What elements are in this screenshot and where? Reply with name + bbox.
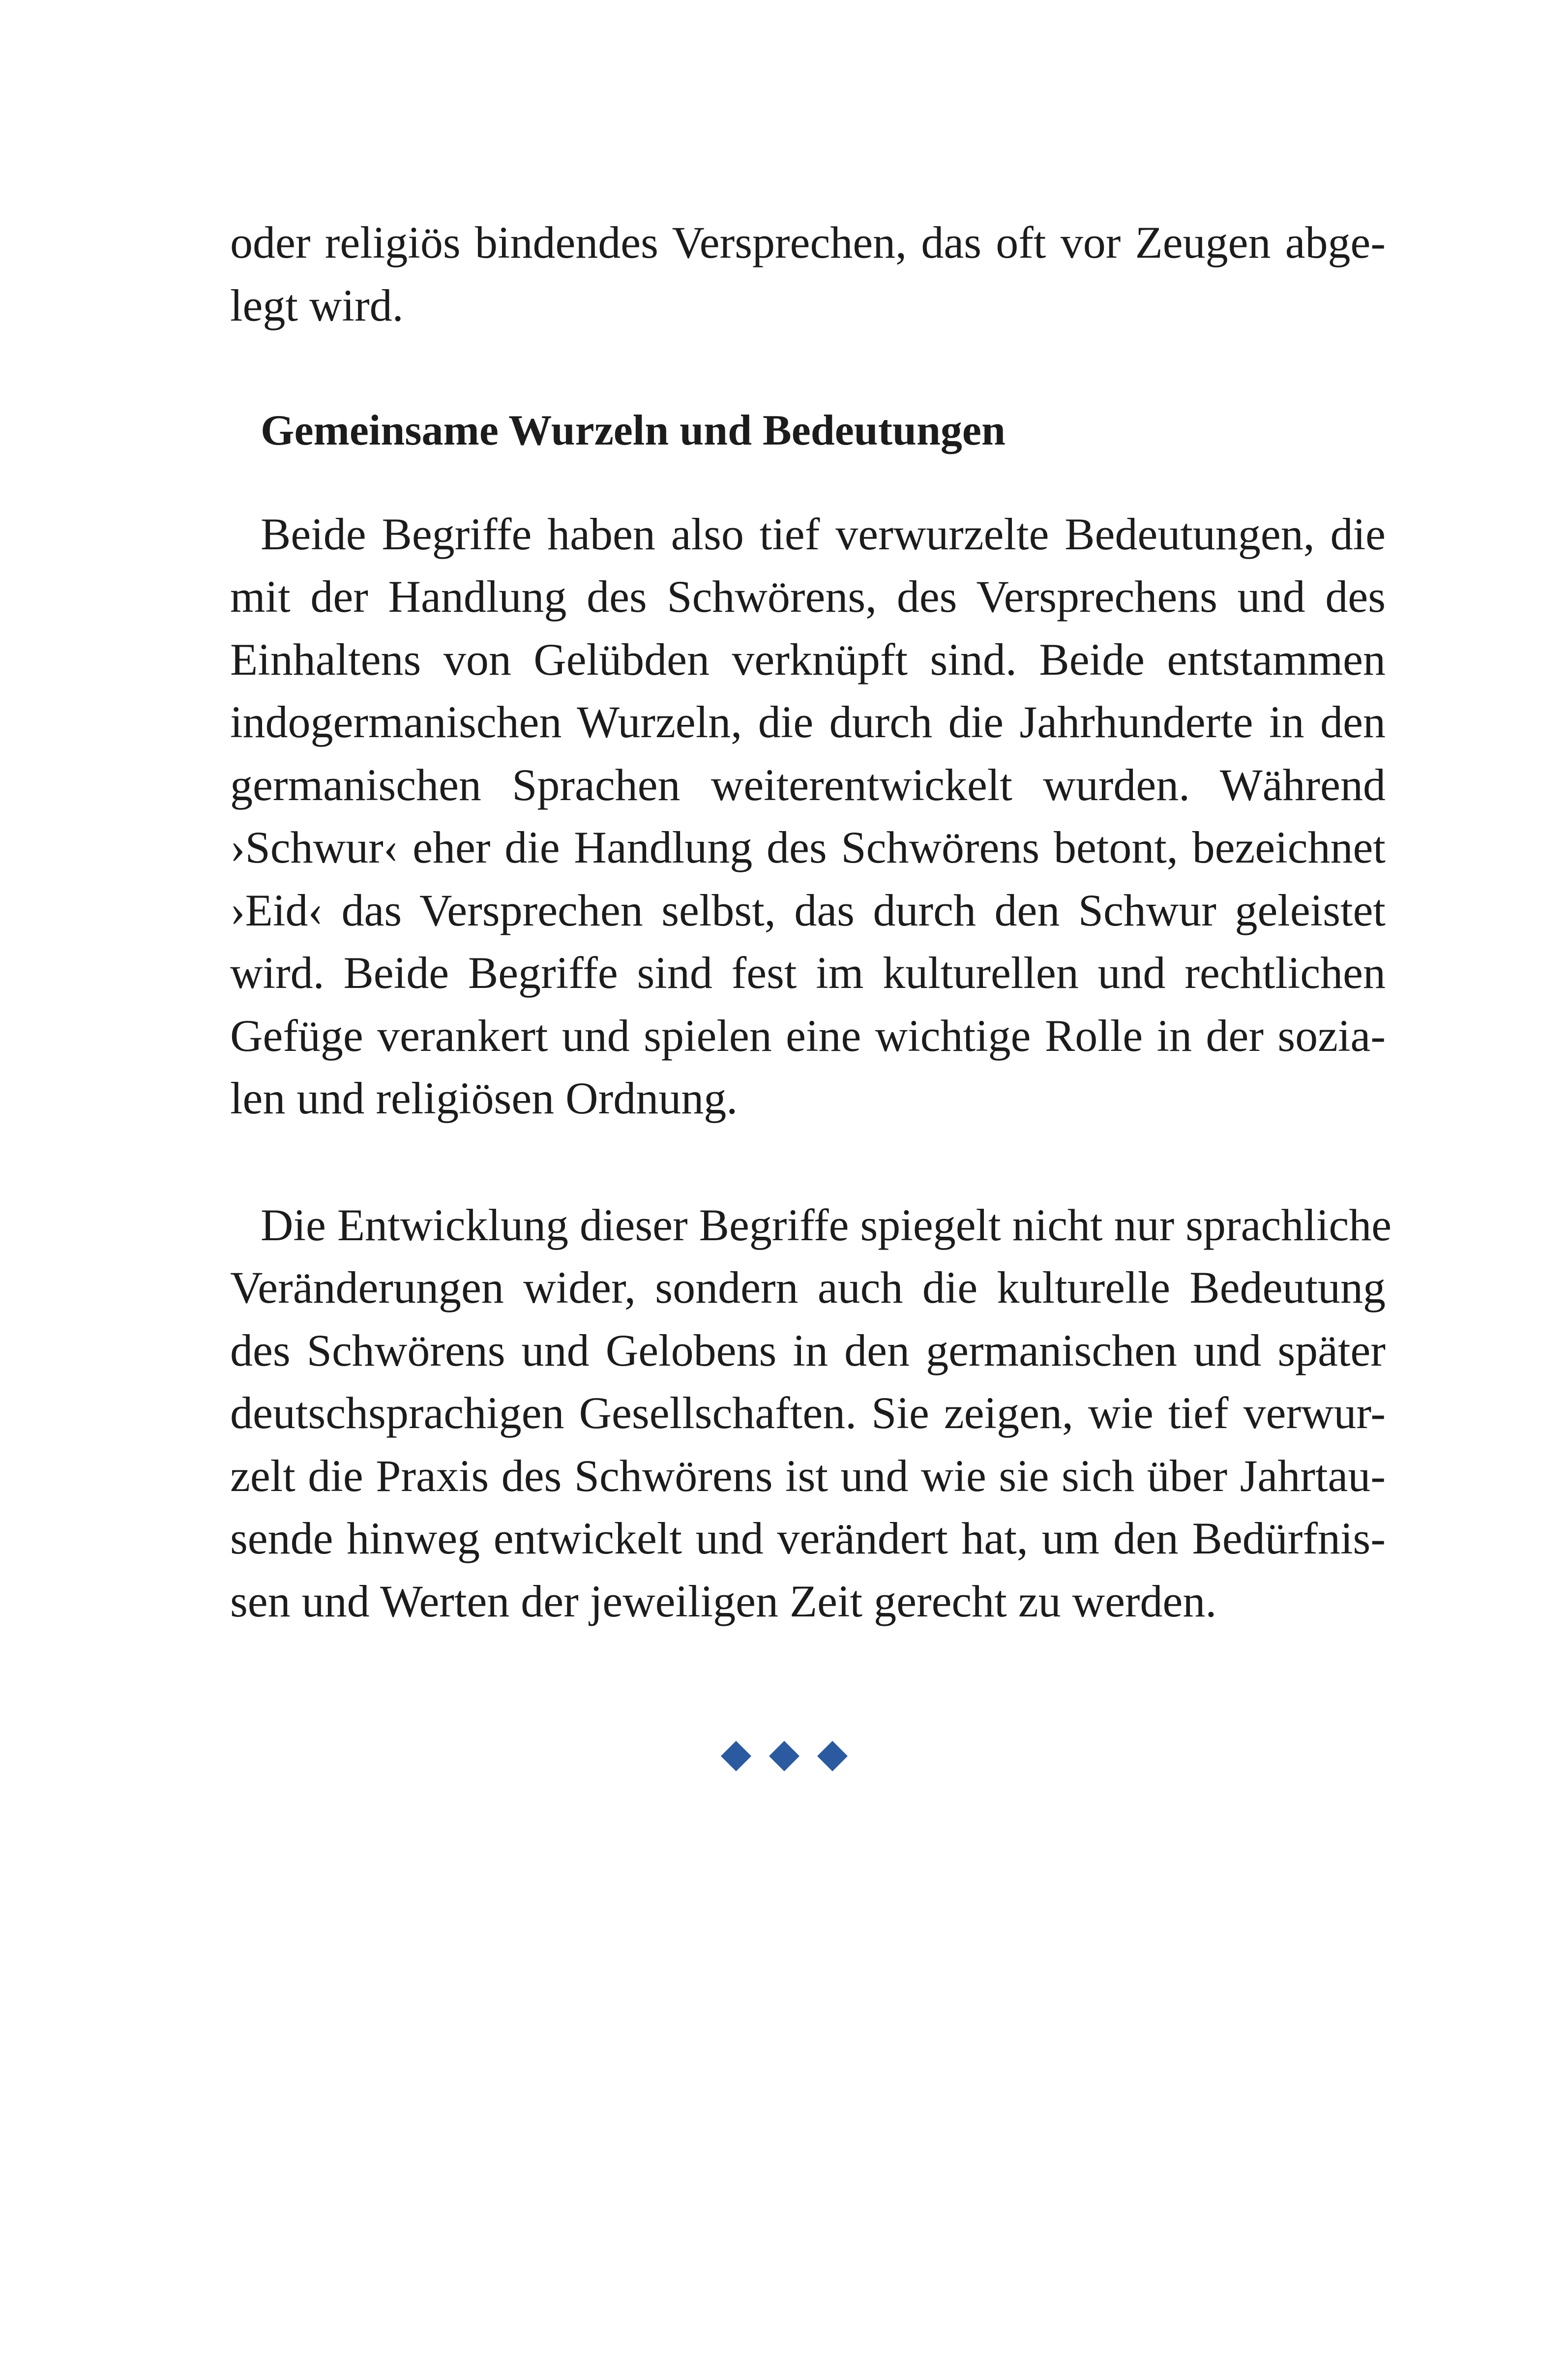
body-paragraph-2	[230, 1194, 1392, 1633]
paragraph-line: zelt die Praxis des Schwörens ist und wie sie sich über Jahrtau-	[230, 1450, 1386, 1501]
paragraph-line: ›Schwur‹ eher die Handlung des Schwörens betont, bezeichnet	[230, 822, 1386, 872]
paragraph-line: Veränderungen wider, sondern auch die kulturelle Bedeutung	[230, 1262, 1386, 1313]
section-heading: Gemeinsame Wurzeln und Bedeutungen	[261, 407, 1006, 454]
paragraph-line: Die Entwicklung dieser Begriffe spiegelt nicht nur sprachliche	[261, 1199, 1392, 1250]
paragraph-line: ›Eid‹ das Versprechen selbst, das durch den Schwur geleistet	[230, 885, 1386, 935]
diamond-icon	[721, 1741, 751, 1771]
paragraph-line: germanischen Sprachen weiterentwickelt wurden. Während	[230, 759, 1386, 810]
body-paragraph-1	[230, 503, 1386, 1130]
page-body	[230, 211, 1392, 1633]
paragraph-line: indogermanischen Wurzeln, die durch die Jahrhunderte in den	[230, 697, 1386, 747]
paragraph-line: sen und Werten der jeweiligen Zeit gerecht zu werden.	[230, 1576, 1217, 1626]
paragraph-line: Gefüge verankert und spielen eine wichtige Rolle in der sozia-	[230, 1010, 1386, 1061]
paragraph-line: Beide Begriffe haben also tief verwurzelte Bedeutungen, die	[261, 508, 1386, 559]
paragraph-line: deutschsprachigen Gesellschaften. Sie zeigen, wie tief verwur-	[230, 1388, 1386, 1438]
paragraph-line: sende hinweg entwickelt und verändert hat, um den Bedürfnis-	[230, 1513, 1386, 1563]
intro-line: legt wird.	[230, 280, 404, 330]
diamond-icon	[769, 1741, 799, 1771]
paragraph-line: len und religiösen Ordnung.	[230, 1073, 738, 1123]
paragraph-line: des Schwörens und Gelobens in den germanischen und später	[230, 1325, 1386, 1375]
diamond-icon	[817, 1741, 848, 1771]
intro-line: oder religiös bindendes Versprechen, das oft vor Zeugen abge-	[230, 217, 1386, 268]
paragraph-line: wird. Beide Begriffe sind fest im kulturellen und rechtlichen	[230, 948, 1386, 998]
paragraph-line: Einhaltens von Gelübden verknüpft sind. Beide entstammen	[230, 634, 1386, 685]
paragraph-line: mit der Handlung des Schwörens, des Versprechens und des	[230, 571, 1386, 622]
intro-paragraph	[230, 211, 1386, 337]
section-end-ornament	[0, 1741, 1568, 1771]
